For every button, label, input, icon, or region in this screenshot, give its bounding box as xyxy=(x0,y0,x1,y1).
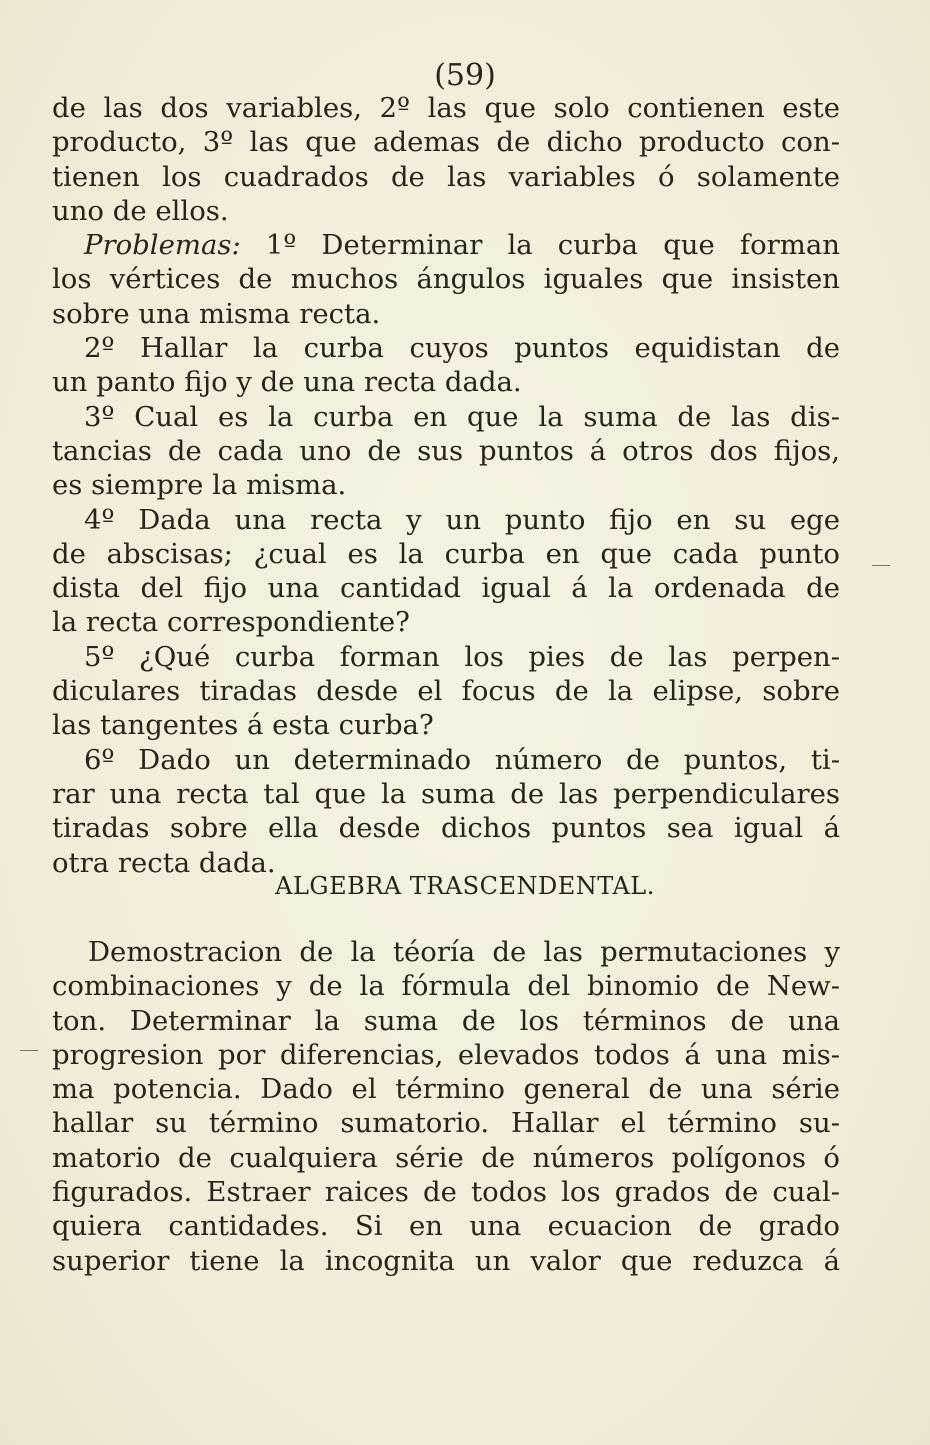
text-line: Demostracion de la téoría de las permutaciones y xyxy=(88,936,840,968)
text-line: matorio de cualquiera série de números polígonos ó xyxy=(52,1141,840,1174)
problems-section xyxy=(52,91,840,880)
text-line: otra recta dada. xyxy=(52,846,276,879)
text-line: figurados. Estraer raices de todos los grados de cual- xyxy=(52,1176,840,1209)
text-line: producto, 3º las que ademas de dicho producto con- xyxy=(52,126,840,159)
text-line: tienen los cuadrados de las variables ó solamente xyxy=(52,160,840,193)
text-line: tancias de cada uno de sus puntos á otros dos fijos, xyxy=(52,434,840,467)
section-heading: ALGEBRA TRASCENDENTAL. xyxy=(275,872,655,900)
text-line: de abscisas; ¿cual es la curba en que cada punto xyxy=(52,537,840,570)
text-line: 4º Dada una recta y un punto fijo en su ege xyxy=(84,503,840,536)
text-line: los vértices de muchos ángulos iguales que insisten xyxy=(52,263,840,296)
algebra-section xyxy=(52,935,840,1278)
text-line: ton. Determinar la suma de los términos de una xyxy=(52,1004,840,1037)
text-line: 6º Dado un determinado número de puntos, ti- xyxy=(84,743,840,776)
text-line: tiradas sobre ella desde dichos puntos sea igual á xyxy=(52,812,840,845)
text-line: superior tiene la incognita un valor que reduzca á xyxy=(52,1244,840,1277)
text-line: ma potencia. Dado el término general de una série xyxy=(52,1073,840,1106)
text-line: 1º Determinar la curba que forman xyxy=(240,229,840,262)
page-number: (59) xyxy=(434,58,496,93)
text-line: es siempre la misma. xyxy=(52,469,347,502)
text-line: un panto fijo y de una recta dada. xyxy=(52,366,522,399)
margin-dash xyxy=(20,1050,38,1051)
text-line: dista del fijo una cantidad igual á la ordenada de xyxy=(52,572,840,605)
text-line: diculares tiradas desde el focus de la elipse, sobre xyxy=(52,675,840,708)
text-line: 5º ¿Qué curba forman los pies de las perpen- xyxy=(84,640,840,673)
text-line: 3º Cual es la curba en que la suma de las dis- xyxy=(84,400,840,433)
text-line: hallar su término sumatorio. Hallar el término su- xyxy=(52,1107,840,1140)
margin-dash xyxy=(872,565,890,566)
text-line: combinaciones y de la fórmula del binomio de New- xyxy=(52,970,840,1003)
text-line: uno de ellos. xyxy=(52,194,229,227)
text-line: 2º Hallar la curba cuyos puntos equidistan de xyxy=(84,332,840,365)
text-line: progresion por diferencias, elevados todos á una mis- xyxy=(52,1038,840,1071)
text-line: sobre una misma recta. xyxy=(52,297,381,330)
text-line: las tangentes á esta curba? xyxy=(52,709,434,742)
text-line: de las dos variables, 2º las que solo contienen este xyxy=(52,92,840,124)
problems-intro-line xyxy=(52,228,840,262)
text-line: rar una recta tal que la suma de las perpendiculares xyxy=(52,777,840,810)
text-line: la recta correspondiente? xyxy=(52,606,410,639)
text-line: quiera cantidades. Si en una ecuacion de grado xyxy=(52,1210,840,1243)
problems-label: Problemas: xyxy=(84,229,241,262)
